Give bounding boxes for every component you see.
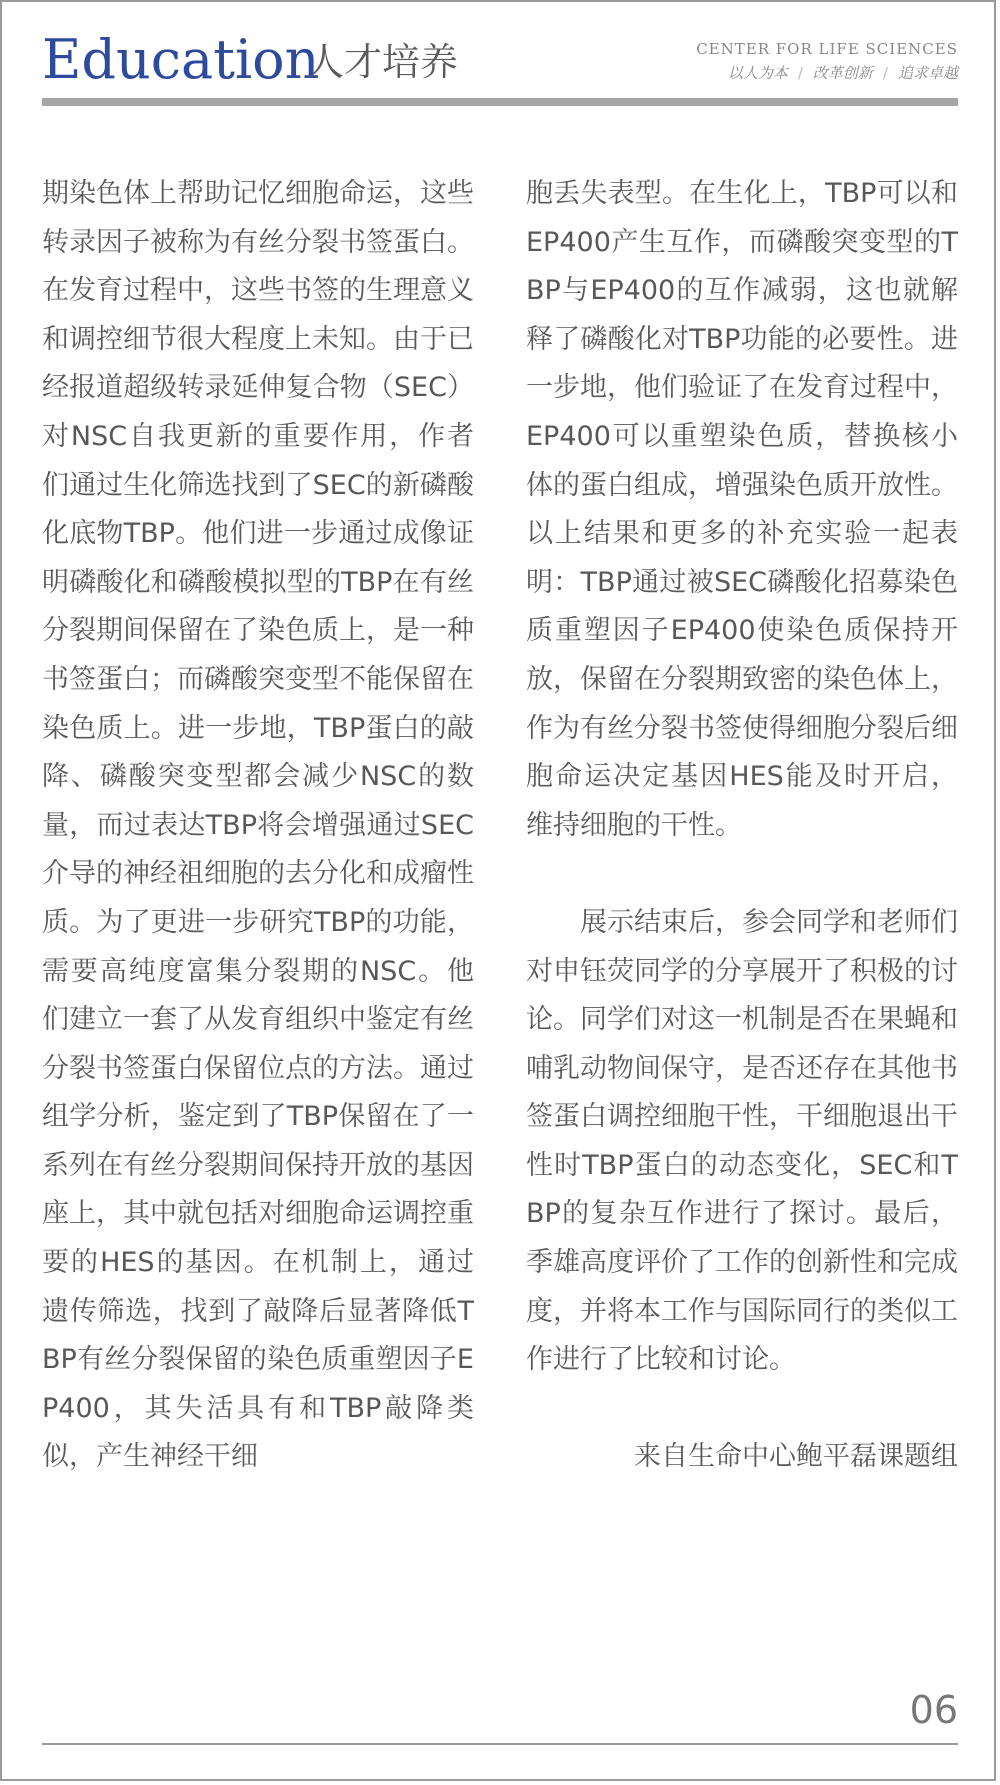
section-title-en: Education — [42, 28, 320, 91]
section-title-cn: 人才培养 — [306, 40, 459, 84]
article-signature: 来自生命中心鲍平磊课题组 — [634, 1441, 958, 1473]
article-paragraph: 展示结束后，参会同学和老师们对申钰荧同学的分享展开了积极的讨论。同学们对这一机制是否在果蝇和哺乳动物间保守，是否还存在其他书签蛋白调控细胞干性，干细胞退出干性时TBP蛋白的动态变化，SEC和TBP的复杂互作进行了探讨。最后，季雄高度评价了工作的创新性和完成度，并将本工作与国际同行的类似工作进行了比较和讨论。 — [526, 906, 958, 1376]
article-right-column — [526, 170, 958, 1482]
footer-divider — [42, 1743, 958, 1745]
motto-2: 改革创新 — [812, 64, 873, 82]
article-paragraph: 期染色体上帮助记忆细胞命运，这些转录因子被称为有丝分裂书签蛋白。在发育过程中，这些书签的生理意义和调控细节很大程度上未知。由于已经报道超级转录延伸复合物（SEC）对NSC自我更新的重要作用，作者们通过生化筛选找到了SEC的新磷酸化底物TBP。他们进一步通过成像证明磷酸化和磷酸模拟型的TBP在有丝分裂期间保留在了染色质上，是一种书签蛋白；而磷酸突变型不能保留在染色质上。进一步地，TBP蛋白的敲降、磷酸突变型都会减少NSC的数量，而过表达TBP将会增强通过SEC介导的神经祖细胞的去分化和成瘤性质。为了更进一步研究TBP的功能，需要高纯度富集分裂期的NSC。他们建立一套了从发育组织中鉴定有丝分裂书签蛋白保留位点的方法。通过组学分析，鉴定到了TBP保留在了一系列在有丝分裂期间保持开放的基因座上，其中就包括对细胞命运调控重要的HES的基因。在机制上，通过遗传筛选，找到了敲降后显著降低TBP有丝分裂保留的染色质重塑因子EP400，其失活具有和TBP敲降类似，产生神经干细 — [42, 178, 474, 1473]
motto-3: 追求卓越 — [897, 64, 958, 82]
motto-line — [728, 62, 958, 83]
page-number: 06 — [909, 1688, 958, 1732]
motto-separator: / — [882, 63, 888, 82]
page-header — [42, 28, 958, 108]
article-paragraph: 胞丢失表型。在生化上，TBP可以和EP400产生互作，而磷酸突变型的TBP与EP400的互作减弱，这也就解释了磷酸化对TBP功能的必要性。进一步地，他们验证了在发育过程中，EP400可以重塑染色质，替换核小体的蛋白组成，增强染色质开放性。以上结果和更多的补充实验一起表明：TBP通过被SEC磷酸化招募染色质重塑因子EP400使染色质保持开放，保留在分裂期致密的染色体上，作为有丝分裂书签使得细胞分裂后细胞命运决定基因HES能及时开启，维持细胞的干性。 — [526, 178, 958, 841]
motto-separator: / — [797, 63, 803, 82]
paragraph-gap — [526, 850, 958, 899]
paragraph-gap — [526, 1385, 958, 1434]
center-name: CENTER FOR LIFE SCIENCES — [696, 40, 958, 58]
header-divider — [42, 98, 958, 106]
motto-1: 以人为本 — [727, 64, 788, 82]
article-left-column — [42, 170, 474, 1482]
